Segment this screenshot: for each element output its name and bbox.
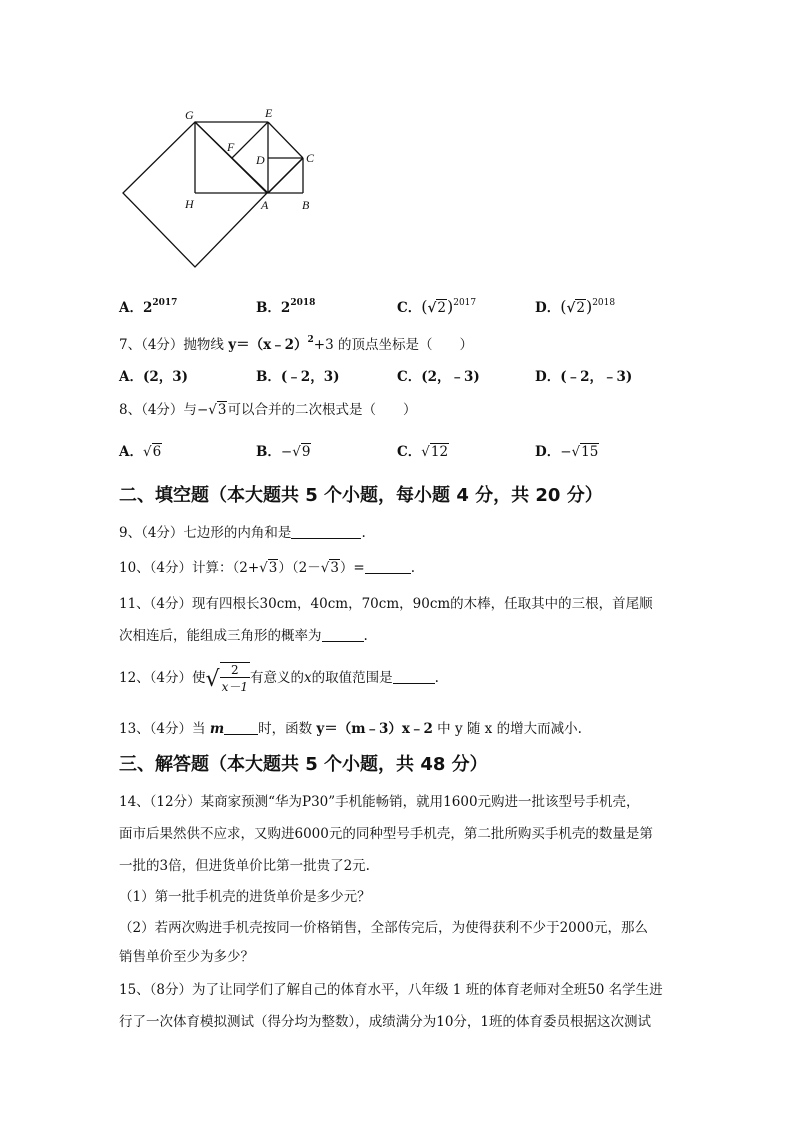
section-2-heading: 二、填空题（本大题共 5 个小题，每小题 4 分，共 20 分） xyxy=(119,485,603,506)
option-exponent: 2018 xyxy=(592,298,616,308)
q8-option-a: A．√6 xyxy=(119,444,162,460)
label-a: A xyxy=(261,198,269,212)
sqrt-icon: √6 xyxy=(142,444,162,460)
label-h: H xyxy=(185,197,194,211)
question-14-line2: 面市后果然供不应求，又购进6000元的同种型号手机壳，第二批所购买手机壳的数量是第 xyxy=(119,826,653,842)
q7-option-c: C．(2，﹣3) xyxy=(397,369,480,385)
q8-option-d: D．−√15 xyxy=(535,444,599,460)
answer-blank[interactable] xyxy=(393,669,435,684)
segment-ec xyxy=(268,122,303,158)
question-14-line3: 一批的3倍，但进货单价比第一批贵了2元. xyxy=(119,858,370,874)
answer-blank[interactable] xyxy=(291,524,361,539)
fraction: $\frac{2}{x-1}$ xyxy=(221,663,248,694)
question-10: 10、（4分）计算：（2+√3）（2－√3）= . xyxy=(119,560,416,576)
question-9: 9、（4分）七边形的内角和是 . xyxy=(119,525,366,541)
sqrt-icon: √2 xyxy=(566,300,585,316)
question-15-line2: 行了一次体育模拟测试（得分均为整数），成绩满分为10分，1班的体育委员根据这次测试 xyxy=(119,1014,652,1030)
sqrt-icon: √15 xyxy=(571,444,599,460)
question-14-sub1: （1）第一批手机壳的进货单价是多少元？ xyxy=(119,889,371,905)
option-exponent: 2017 xyxy=(453,298,477,308)
q6-option-a xyxy=(119,296,177,316)
sqrt-icon: √3 xyxy=(259,560,278,576)
label-b: B xyxy=(302,198,310,212)
option-letter: B． xyxy=(256,300,281,316)
q6-option-b xyxy=(256,296,315,316)
question-8: 8、（4分）与−√3可以合并的二次根式是（ ） xyxy=(119,402,417,418)
label-c: C xyxy=(306,151,315,165)
sqrt-icon: √2 xyxy=(427,300,446,316)
q7-option-b: B．(﹣2，3) xyxy=(256,369,340,385)
q7-option-d: D．(﹣2，﹣3) xyxy=(535,369,633,385)
question-14-line1: 14、（12分）某商家预测“华为P30”手机能畅销，就用1600元购进一批该型号手机壳， xyxy=(119,794,640,810)
question-7: 7、（4分）抛物线 y＝（x﹣2）$^2$+3 的顶点坐标是（ ） xyxy=(119,335,473,353)
sqrt-icon: √9 xyxy=(292,444,311,460)
q8-option-b: B．−√9 xyxy=(256,444,311,460)
option-exponent: 2018 xyxy=(290,298,316,308)
question-12: 12、（4分）使√ $\frac{2}{x-1}$ 有意义的x的取值范围是 . xyxy=(119,663,439,694)
question-14-sub2b: 销售单价至少为多少？ xyxy=(119,949,254,965)
option-letter: C． xyxy=(397,300,422,316)
option-letter: D． xyxy=(535,300,561,316)
question-11-line2: 次相连后，能组成三角形的概率为 . xyxy=(119,628,368,644)
segment-ac2 xyxy=(268,158,303,193)
label-e: E xyxy=(265,106,273,120)
sqrt-icon: √12 xyxy=(421,444,449,460)
question-15-line1: 15、（8分）为了让同学们了解自己的体育水平，八年级 1 班的体育老师对全班50 名学生进 xyxy=(119,982,663,998)
label-d: D xyxy=(256,153,265,167)
label-g: G xyxy=(185,108,194,122)
question-13: 13、（4分）当 m 时，函数 y＝（m﹣3）x﹣2 中 y 随 x 的增大而减小. xyxy=(119,721,582,737)
squares-diagram xyxy=(115,103,330,275)
question-14-sub2a: （2）若两次购进手机壳按同一价格销售，全部传完后，为使得获利不少于2000元，那么 xyxy=(119,920,648,936)
answer-blank[interactable] xyxy=(224,720,258,735)
sqrt-icon: √3 xyxy=(208,402,227,418)
section-3-heading: 三、解答题（本大题共 5 个小题，共 48 分） xyxy=(119,754,488,775)
option-base: 2 xyxy=(142,300,153,316)
option-letter: A． xyxy=(119,300,143,316)
answer-blank[interactable] xyxy=(365,559,411,574)
q7-option-a: A．(2，3) xyxy=(119,369,189,385)
q6-option-d: D．$(√2)^{2018}$ xyxy=(535,297,616,316)
question-11-line1: 11、（4分）现有四根长30cm，40cm，70cm，90cm的木棒，任取其中的三根，首尾顺 xyxy=(119,596,653,612)
sqrt-icon: √ xyxy=(205,667,220,692)
q6-option-c: C．$(√2)^{2017}$ xyxy=(397,297,477,316)
answer-blank[interactable] xyxy=(322,627,364,642)
option-base: 2 xyxy=(280,300,291,316)
sqrt-icon: √3 xyxy=(320,560,339,576)
option-exponent: 2017 xyxy=(152,298,178,308)
geometry-figure xyxy=(115,103,330,275)
label-f: F xyxy=(227,140,235,154)
q8-option-c: C．√12 xyxy=(397,444,449,460)
